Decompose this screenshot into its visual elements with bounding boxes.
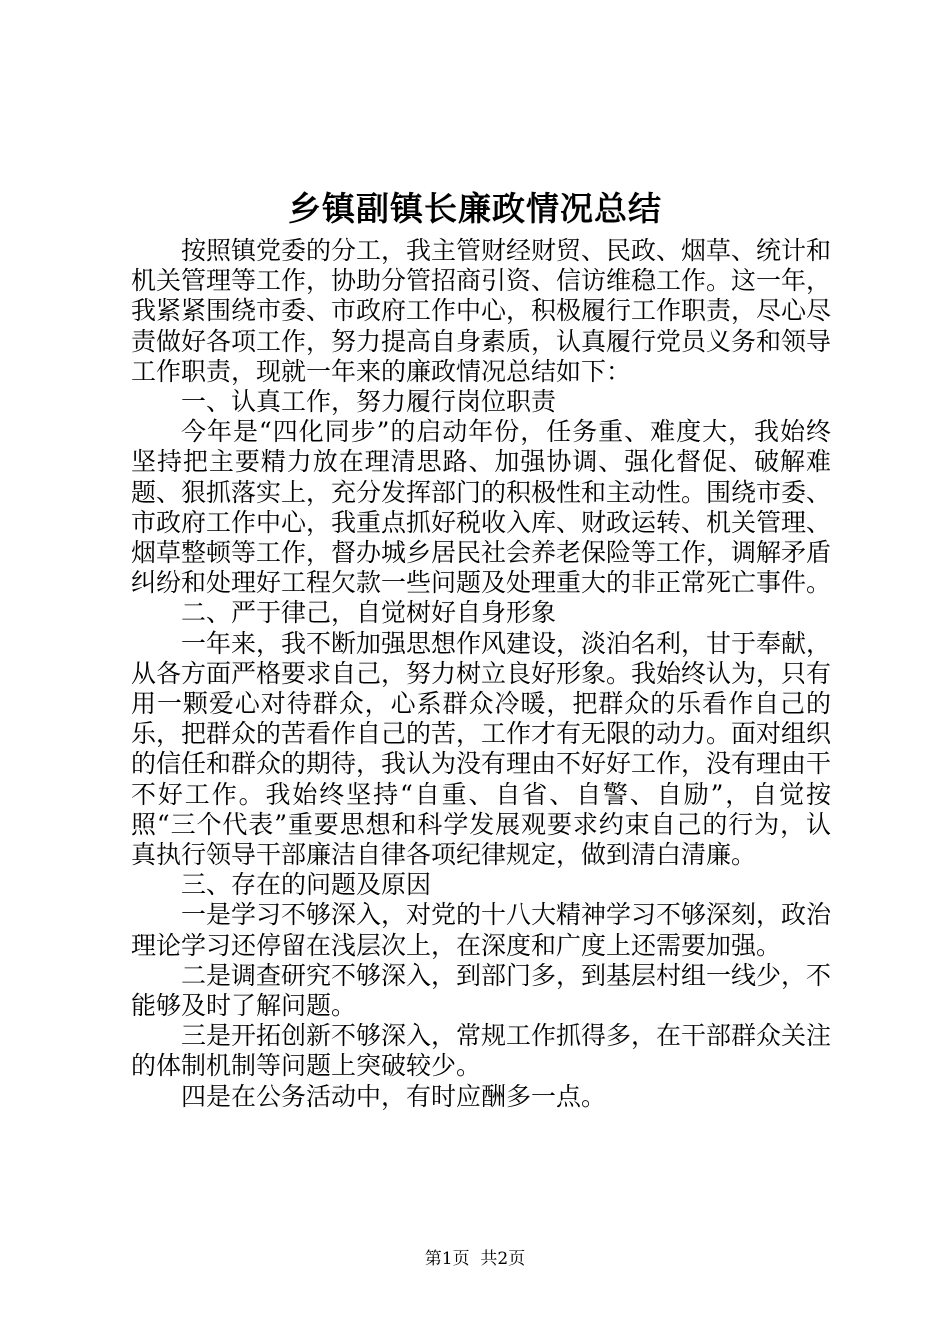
paragraph-problem-3: 三是开拓创新不够深入，常规工作抓得多，在干部群众关注的体制机制等问题上突破较少。 bbox=[131, 1021, 832, 1081]
paragraph-problem-1: 一是学习不够深入，对党的十八大精神学习不够深刻，政治理论学习还停留在浅层次上，在深度和广度上还需要加强。 bbox=[131, 900, 832, 960]
paragraph-section-1: 今年是“四化同步”的启动年份，任务重、难度大，我始终坚持把主要精力放在理清思路、加强协调、强化督促、破解难题、狠抓落实上，充分发挥部门的积极性和主动性。围绕市委、市政府工作中心，我重点抓好税收入库、财政运转、机关管理、烟草整顿等工作，督办城乡居民社会养老保险等工作，调解矛盾纠纷和处理好工程欠款一些问题及处理重大的非正常死亡事件。 bbox=[131, 417, 832, 598]
section-heading-1: 一、认真工作，努力履行岗位职责 bbox=[181, 387, 557, 417]
paragraph-intro: 按照镇党委的分工，我主管财经财贸、民政、烟草、统计和机关管理等工作，协助分管招商引资、信访维稳工作。这一年，我紧紧围绕市委、市政府工作中心，积极履行工作职责，尽心尽责做好各项工作，努力提高自身素质，认真履行党员义务和领导工作职责，现就一年来的廉政情况总结如下： bbox=[131, 236, 832, 386]
page-number: 第1页 bbox=[424, 1249, 470, 1269]
document-body bbox=[131, 236, 831, 1112]
document-title: 乡镇副镇长廉政情况总结 bbox=[288, 189, 662, 228]
page-total: 共2页 bbox=[480, 1249, 526, 1269]
paragraph-problem-2: 二是调查研究不够深入，到部门多，到基层村组一线少，不能够及时了解问题。 bbox=[131, 960, 832, 1021]
paragraph-section-2: 一年来，我不断加强思想作风建设，淡泊名利，甘于奉献，从各方面严格要求自己，努力树立良好形象。我始终认为，只有用一颗爱心对待群众，心系群众冷暖，把群众的乐看作自己的乐，把群众的苦看作自己的苦，工作才有无限的动力。面对组织的信任和群众的期待，我认为没有理由不好好工作，没有理由干不好工作。我始终坚持“自重、自省、自警、自励”，自觉按照“三个代表”重要思想和科学发展观要求约束自己的行为，认真执行领导干部廉洁自律各项纪律规定，做到清白清廉。 bbox=[131, 628, 832, 870]
page-footer bbox=[0, 1248, 950, 1270]
section-heading-3: 三、存在的问题及原因 bbox=[181, 870, 432, 900]
paragraph-problem-4: 四是在公务活动中，有时应酬多一点。 bbox=[181, 1081, 607, 1111]
section-heading-2: 二、严于律己，自觉树好自身形象 bbox=[181, 598, 557, 628]
